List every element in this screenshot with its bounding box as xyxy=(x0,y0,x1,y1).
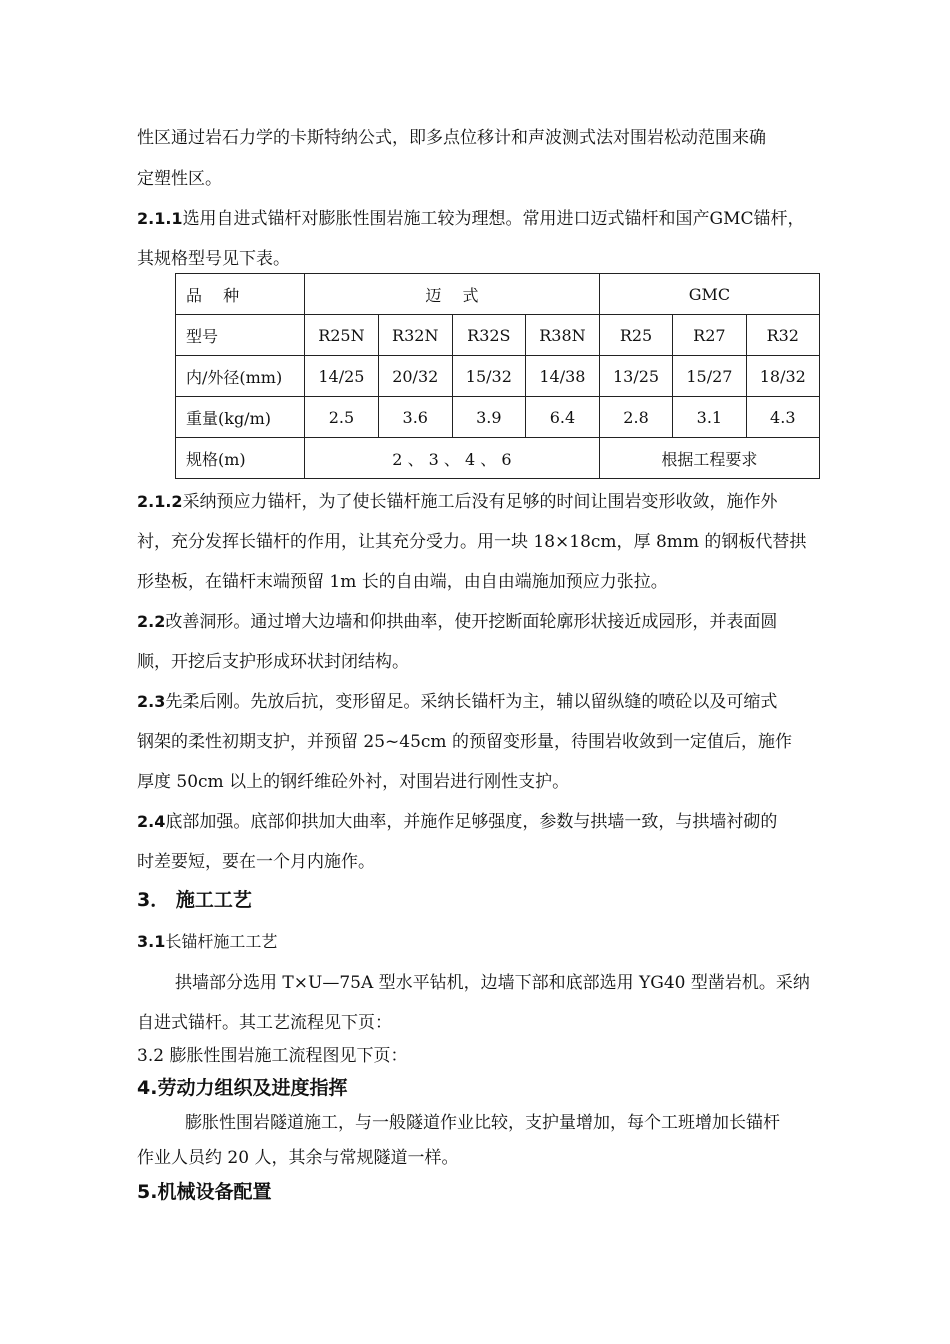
paragraph-line: 自进式锚杆。其工艺流程见下页： xyxy=(137,1013,392,1033)
table-cell: 3.9 xyxy=(452,397,525,438)
table-cell: 3.6 xyxy=(378,397,452,438)
section-number: 3.1 xyxy=(137,932,166,951)
heading-5: 5.机械设备配置 xyxy=(137,1181,272,1203)
table-cell: R32N xyxy=(378,315,452,356)
paragraph-line: 3.2 膨胀性围岩施工流程图见下页： xyxy=(137,1046,408,1066)
section-number: 2.1.1 xyxy=(137,209,183,228)
section-number: 2.1.2 xyxy=(137,492,183,511)
table-cell: 14/25 xyxy=(305,356,379,397)
section-number: 2.2 xyxy=(137,612,166,631)
table-cell: 14/38 xyxy=(526,356,600,397)
table-row xyxy=(176,438,820,479)
paragraph-line: 钢架的柔性初期支护，并预留 25~45cm 的预留变形量，待围岩收敛到一定值后，施作 xyxy=(137,732,792,752)
heading-3: 3． 施工工艺 xyxy=(137,889,252,911)
section-2-3 xyxy=(137,691,777,713)
section-2-1-2 xyxy=(137,491,778,513)
anchor-spec-table xyxy=(175,273,820,479)
heading-4: 4.劳动力组织及进度指挥 xyxy=(137,1077,348,1099)
table-cell: 15/27 xyxy=(673,356,746,397)
section-text: 改善洞形。通过增大边墙和仰拱曲率，使开挖断面轮廓形状接近成园形，并表面圆 xyxy=(165,612,778,632)
table-row xyxy=(176,356,820,397)
table-cell: GMC xyxy=(599,274,819,315)
section-2-2 xyxy=(137,611,777,633)
table-cell: 型号 xyxy=(176,315,305,356)
table-row xyxy=(176,274,820,315)
table-cell: 6.4 xyxy=(526,397,600,438)
table-cell: R38N xyxy=(526,315,600,356)
table-cell: 20/32 xyxy=(378,356,452,397)
table-cell: 3.1 xyxy=(673,397,746,438)
table-row xyxy=(176,397,820,438)
section-text: 底部加强。底部仰拱加大曲率，并施作足够强度，参数与拱墙一致，与拱墙衬砌的 xyxy=(165,812,778,832)
paragraph-line: 膨胀性围岩隧道施工，与一般隧道作业比较，支护量增加，每个工班增加长锚杆 xyxy=(185,1113,780,1133)
table-cell: 2.5 xyxy=(305,397,379,438)
table-cell: 重量(kg/m) xyxy=(176,397,305,438)
paragraph-line: 形垫板，在锚杆末端预留 1m 长的自由端，由自由端施加预应力张拉。 xyxy=(137,572,668,592)
paragraph-line: 顺，开挖后支护形成环状封闭结构。 xyxy=(137,652,409,672)
table-cell: R25N xyxy=(305,315,379,356)
paragraph-line: 衬，充分发挥长锚杆的作用，让其充分受力。用一块 18×18cm，厚 8mm 的钢板代替拱 xyxy=(137,532,807,552)
table-cell: R32 xyxy=(746,315,819,356)
section-number: 2.3 xyxy=(137,692,166,711)
table-row xyxy=(176,315,820,356)
table-cell: R32S xyxy=(452,315,525,356)
section-text: 选用自进式锚杆对膨胀性围岩施工较为理想。常用进口迈式锚杆和国产GMC锚杆， xyxy=(182,209,805,229)
section-number: 2.4 xyxy=(137,812,166,831)
table-cell: 品 种 xyxy=(176,274,305,315)
paragraph-line: 厚度 50cm 以上的钢纤维砼外衬，对围岩进行刚性支护。 xyxy=(137,772,570,792)
paragraph-line: 其规格型号见下表。 xyxy=(137,249,290,269)
table-cell: 迈 式 xyxy=(305,274,600,315)
table-cell: 根据工程要求 xyxy=(599,438,819,479)
section-2-4 xyxy=(137,811,777,833)
table-cell: 15/32 xyxy=(452,356,525,397)
table-cell: 内/外径(mm) xyxy=(176,356,305,397)
table-cell: 2.8 xyxy=(599,397,672,438)
table-cell: 13/25 xyxy=(599,356,672,397)
section-2-1-1 xyxy=(137,208,805,230)
table-cell: 4.3 xyxy=(746,397,819,438)
heading-3-1 xyxy=(137,931,277,953)
section-text: 先柔后刚。先放后抗，变形留足。采纳长锚杆为主，辅以留纵缝的喷砼以及可缩式 xyxy=(165,692,778,712)
section-text: 采纳预应力锚杆，为了使长锚杆施工后没有足够的时间让围岩变形收敛，施作外 xyxy=(182,492,778,512)
paragraph-line: 时差要短，要在一个月内施作。 xyxy=(137,852,375,872)
table-cell: R27 xyxy=(673,315,746,356)
paragraph-line: 性区通过岩石力学的卡斯特纳公式，即多点位移计和声波测式法对围岩松动范围来确 xyxy=(137,128,766,148)
table-cell: 2 、 3 、 4 、 6 xyxy=(305,438,600,479)
section-text: 长锚杆施工工艺 xyxy=(165,932,278,951)
table-cell: R25 xyxy=(599,315,672,356)
paragraph-line: 定塑性区。 xyxy=(137,169,222,189)
table-cell: 18/32 xyxy=(746,356,819,397)
table-cell: 规格(m) xyxy=(176,438,305,479)
paragraph-line: 拱墙部分选用 T×U—75A 型水平钻机，边墙下部和底部选用 YG40 型凿岩机。采纳 xyxy=(175,973,810,993)
paragraph-line: 作业人员约 20 人，其余与常规隧道一样。 xyxy=(137,1148,459,1168)
